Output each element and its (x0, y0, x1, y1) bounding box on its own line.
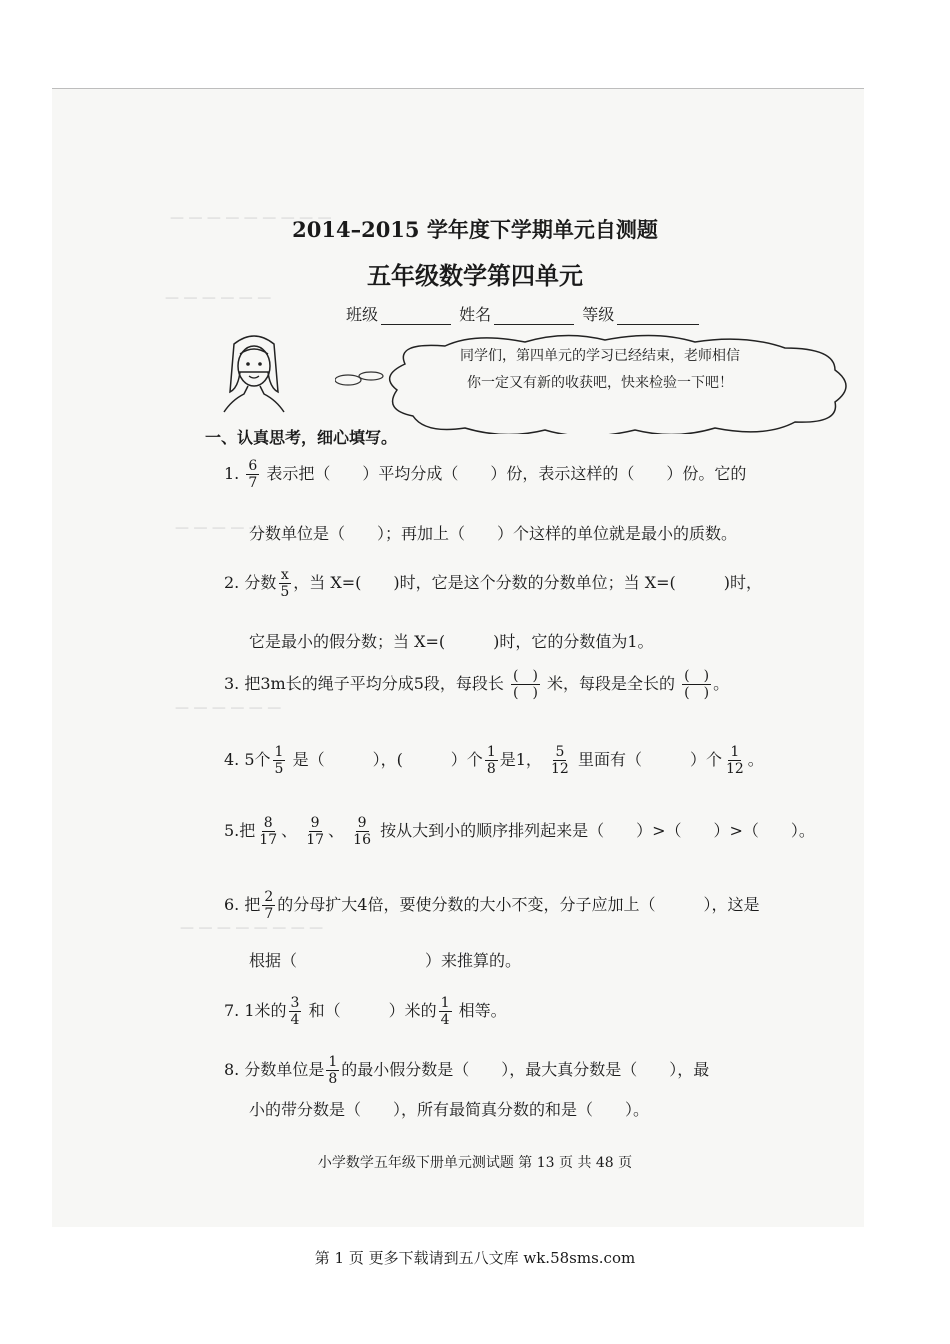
question-number: 3. (224, 674, 240, 693)
question-text: 的最小假分数是（ ），最大真分数是（ ），最 (341, 1060, 710, 1079)
name-label: 姓名 (459, 305, 492, 324)
question-8-line-1: 8. 分数单位是 $\frac{1}{8}$ 的最小假分数是（ ），最大真分数是（ ），最 (224, 1054, 710, 1087)
fraction: $\frac{6}{7}$ (248, 458, 258, 491)
question-number: 1. (224, 464, 240, 483)
question-text: ，当 X=( )时，它是这个分数的分数单位；当 X=( )时， (293, 573, 763, 592)
question-1-line-1 (224, 458, 746, 491)
bleed-through: — — — — — — (165, 290, 272, 306)
fraction: $\frac{x}{5}$ (280, 567, 290, 600)
question-number: 2. (224, 573, 240, 592)
class-blank[interactable] (381, 308, 451, 325)
question-number: 8. (224, 1060, 240, 1079)
page-subtitle: 五年级数学第四单元 (367, 261, 583, 290)
grade-blank[interactable] (617, 308, 699, 325)
bleed-through: — — — — — (175, 520, 263, 536)
fraction: $\frac{5}{12}$ (551, 744, 569, 777)
question-2-line-1 (224, 567, 762, 600)
question-text: 把3m长的绳子平均分成5段，每段长 (244, 674, 504, 693)
question-number: 6. (224, 895, 240, 914)
fraction: $\frac{9}{17}$ (306, 815, 325, 848)
download-banner: 第 1 页 更多下载请到五八文库 wk.58sms.com (314, 1249, 636, 1267)
grade-label: 等级 (582, 305, 615, 324)
question-text: 按从大到小的顺序排列起来是（ ）>（ ）>（ ）。 (380, 821, 815, 840)
girl-illustration-icon (218, 332, 290, 414)
question-number: 7. (224, 1001, 240, 1020)
cloud-line-1: 同学们，第四单元的学习已经结束，老师相信 (460, 348, 740, 364)
fraction: $\frac{1}{4}$ (440, 995, 450, 1028)
question-8-line-2: 小的带分数是（ ），所有最简真分数的和是（ ）。 (249, 1100, 650, 1119)
question-4: 4. 5个 $\frac{1}{5}$ 是（ ），( ）个 $\frac{1}{8}$ 是1， $\frac{5}{12}$ 里面有（ ）个 $\frac{1}{12}$ 。 (224, 744, 764, 777)
question-6-line-1: 6. 把 $\frac{2}{7}$ 的分母扩大4倍，要使分数的大小不变，分子应加上（ ），这是 (224, 889, 760, 922)
bleed-through: — — — — — — — — (180, 920, 324, 936)
question-5: 5.把 $\frac{8}{17}$ 、 $\frac{9}{17}$ 、 $\frac{9}{16}$ 按从大到小的顺序排列起来是（ ）>（ ）>（ ）。 (224, 815, 815, 848)
question-7: 7. 1米的 $\frac{3}{4}$ 和（ ）米的 $\frac{1}{4}$ 相等。 (224, 995, 507, 1028)
page-title: 2014–2015 学年度下学期单元自测题 (292, 217, 658, 242)
fraction: $\frac{1}{5}$ (274, 744, 284, 777)
name-blank[interactable] (494, 308, 574, 325)
fraction: $\frac{9}{16}$ (353, 815, 371, 848)
question-2-line-2: 它是最小的假分数；当 X=( )时，它的分数值为1。 (249, 632, 654, 651)
fraction: $\frac{1}{8}$ (328, 1054, 338, 1087)
fraction: $\frac{2}{7}$ (264, 889, 274, 922)
bleed-through: — — — — — — — — — (170, 210, 332, 226)
question-text: 的分母扩大4倍，要使分数的大小不变，分子应加上（ ），这是 (277, 895, 760, 914)
question-1-line-2: 分数单位是（ ）；再加上（ ）个这样的单位就是最小的质数。 (249, 524, 738, 543)
bleed-through: — — — — — — (175, 700, 282, 716)
blank-fraction[interactable]: $\frac{( )}{( )}$ (513, 668, 538, 701)
section-heading: 一、认真思考，细心填写。 (205, 428, 398, 447)
question-3: 3. 把3m长的绳子平均分成5段，每段长 $\frac{( )}{( )}$ 米，每段是全长的 $\frac{( )}{( )}$ 。 (224, 668, 730, 701)
question-text: 米，每段是全长的 (547, 674, 676, 693)
class-label: 班级 (346, 305, 379, 324)
fraction: $\frac{8}{17}$ (259, 815, 278, 848)
student-info-row (346, 302, 702, 325)
question-6-line-2: 根据（ ）来推算的。 (249, 951, 522, 970)
fraction: $\frac{1}{12}$ (725, 744, 744, 777)
question-text: 表示把（ ）平均分成（ ）份，表示这样的（ ）份。它的 (266, 464, 747, 483)
question-number: 5. (224, 821, 240, 840)
fraction: $\frac{3}{4}$ (290, 995, 300, 1028)
fraction: $\frac{1}{8}$ (486, 744, 496, 777)
cloud-line-2: 你一定又有新的收获吧，快来检验一下吧！ (467, 375, 733, 391)
question-text: 分数 (244, 573, 277, 592)
question-number: 4. (224, 750, 240, 769)
blank-fraction[interactable]: $\frac{( )}{( )}$ (684, 668, 710, 701)
page-footer: 小学数学五年级下册单元测试题 第 13 页 共 48 页 (317, 1155, 633, 1171)
